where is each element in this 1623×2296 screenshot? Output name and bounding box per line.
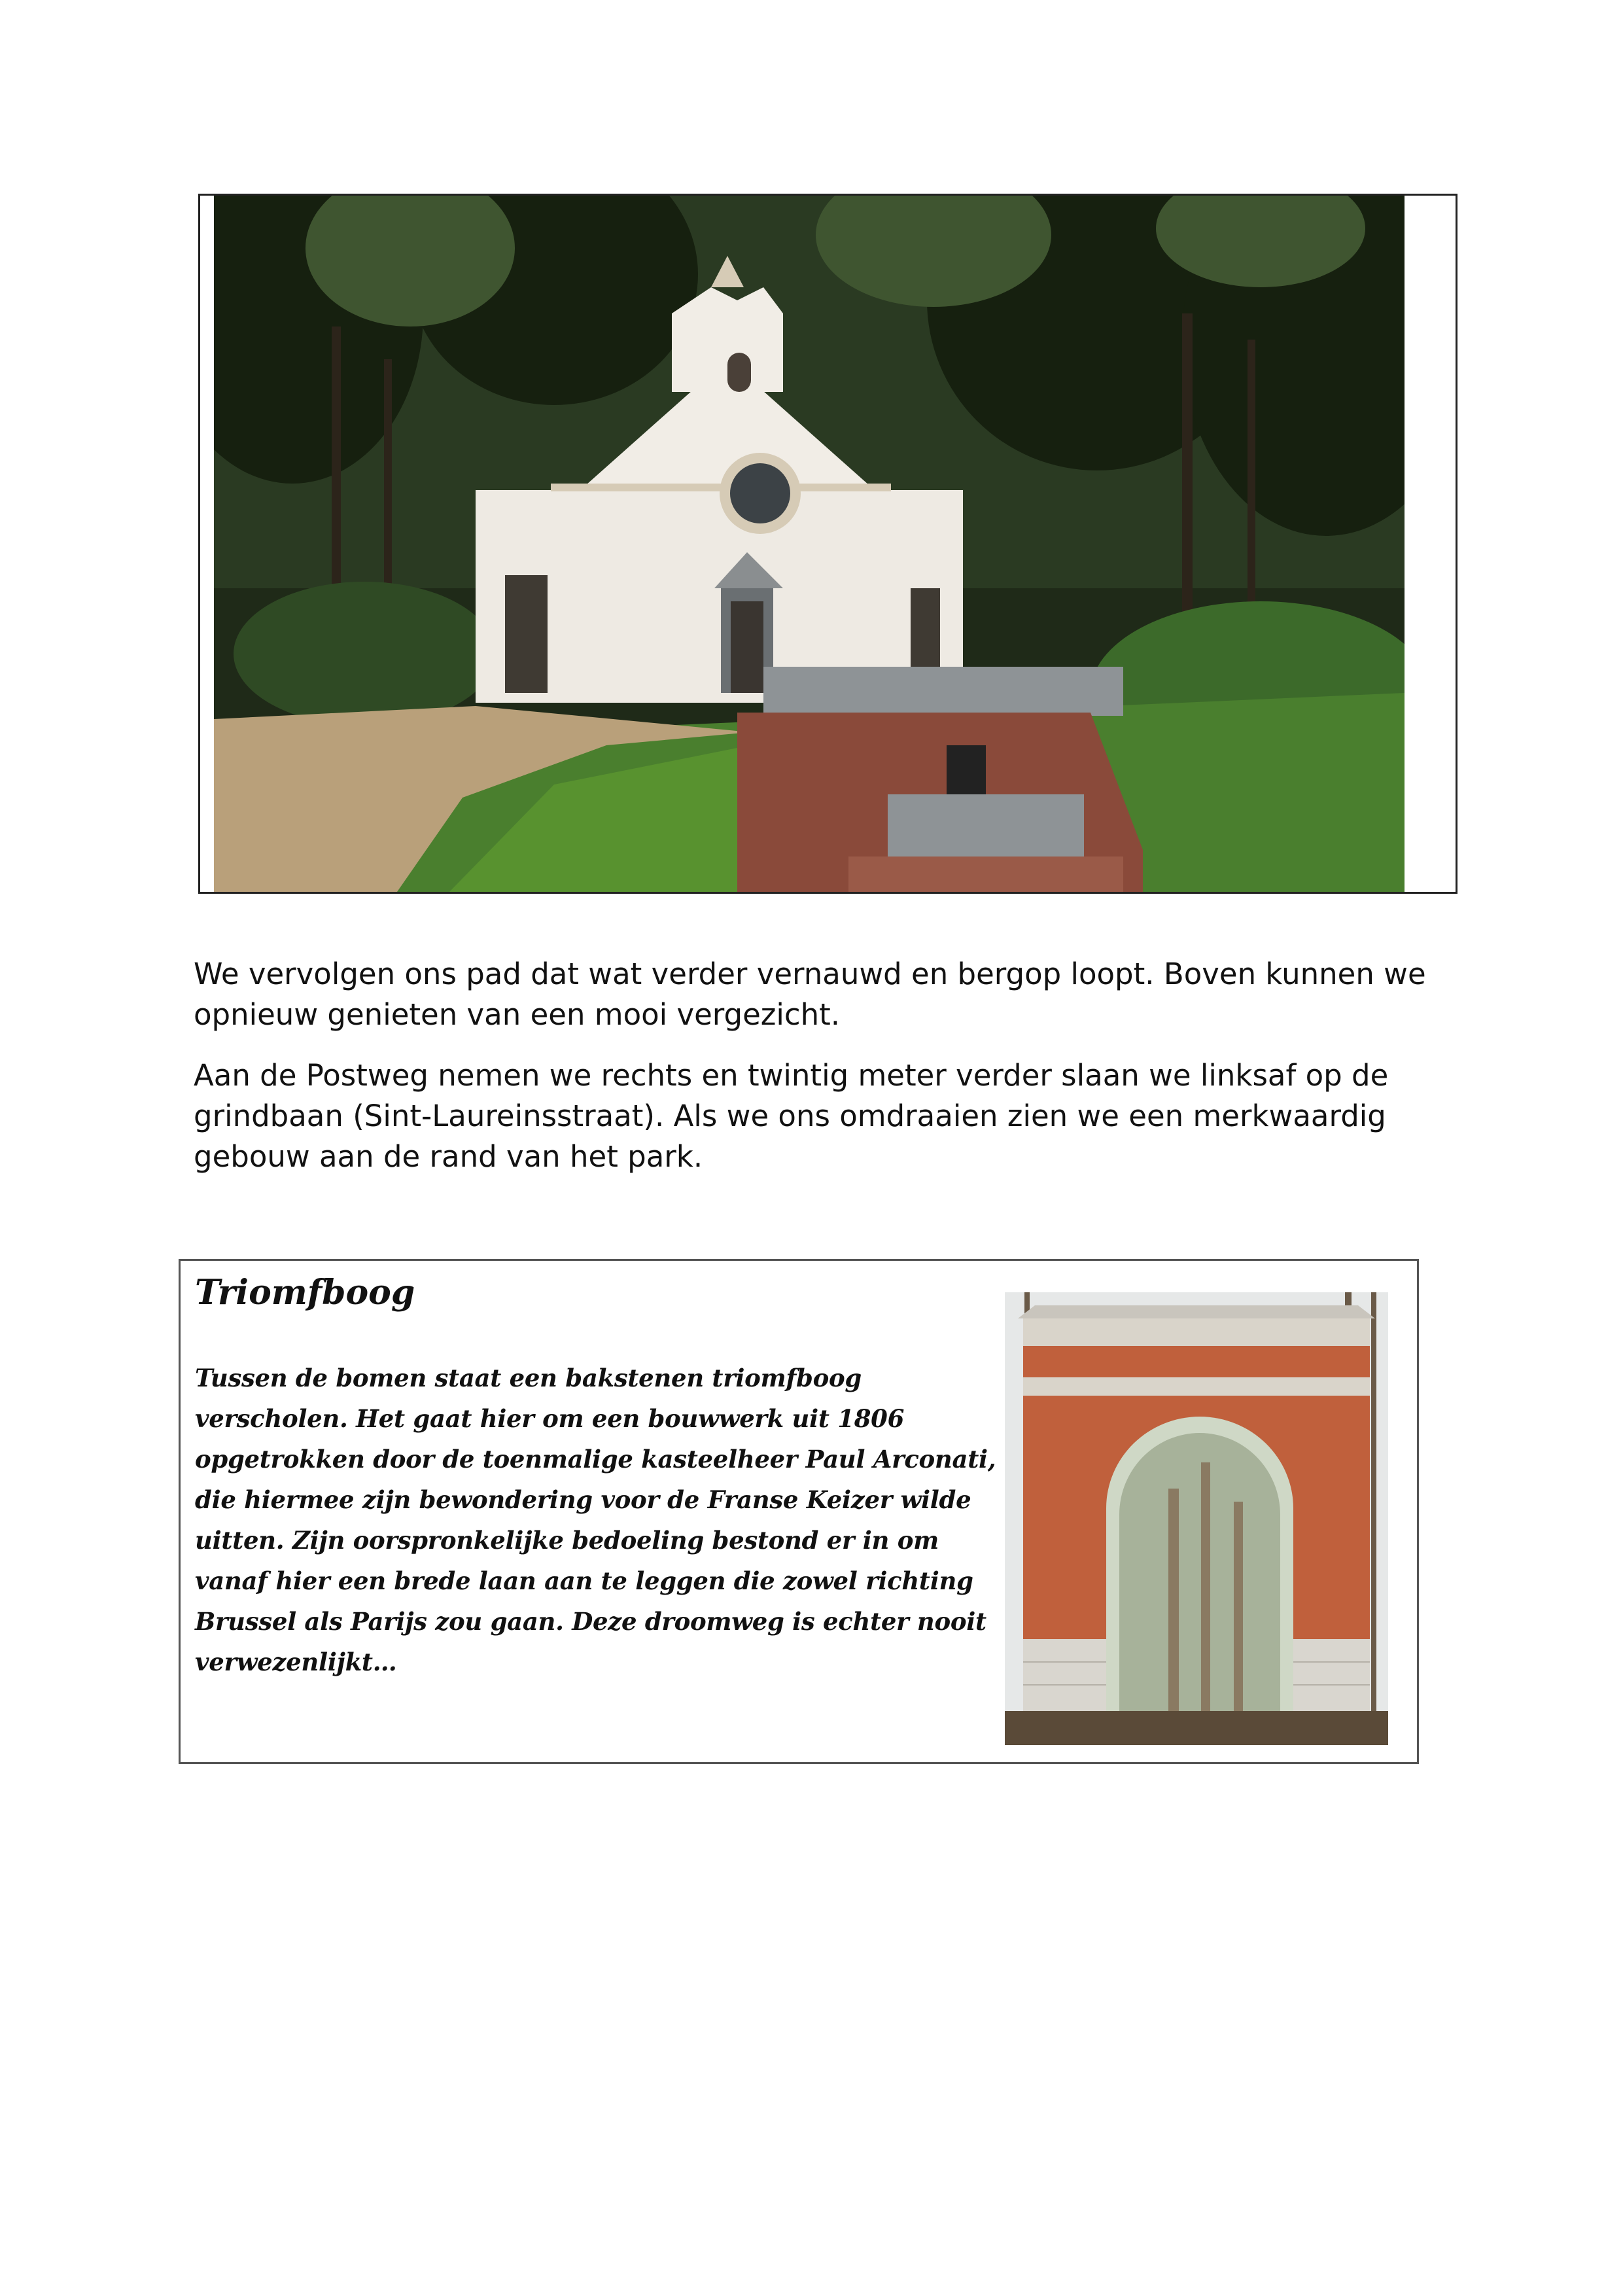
info-box-text: Tussen de bomen staat een bakstenen triomfboog verscholen. Het gaat hier om een bouwwerk uit 1806 opgetrokken door de toenmalige kasteelheer Paul Arconati, die hiermee zijn bewondering voor de Franse Keizer wilde uitten. Zijn oorspronkelijke bedoeling bestond er in om vanaf hier een brede laan aan te leggen die zowel richting Brussel als Parijs zou gaan. Deze droomweg is echter nooit verwezenlijkt…: [195, 1364, 996, 1676]
chapel-photo-frame: [198, 194, 1457, 894]
paragraph-1: We vervolgen ons pad dat wat verder vernauwd en bergop loopt. Boven kunnen we opnieuw genieten van een mooi vergezicht.: [194, 957, 1426, 1032]
triomfboog-info-box: [179, 1259, 1419, 1764]
chapel-photo: [214, 196, 1405, 892]
paragraph-2: Aan de Postweg nemen we rechts en twintig meter verder slaan we linksaf op de grindbaan (Sint-Laureinsstraat). Als we ons omdraaien zien we een merkwaardig gebouw aan de rand van het park.: [194, 1058, 1389, 1174]
info-box-title: Triomfboog: [195, 1273, 415, 1313]
triumphal-arch-photo: [1005, 1292, 1388, 1745]
